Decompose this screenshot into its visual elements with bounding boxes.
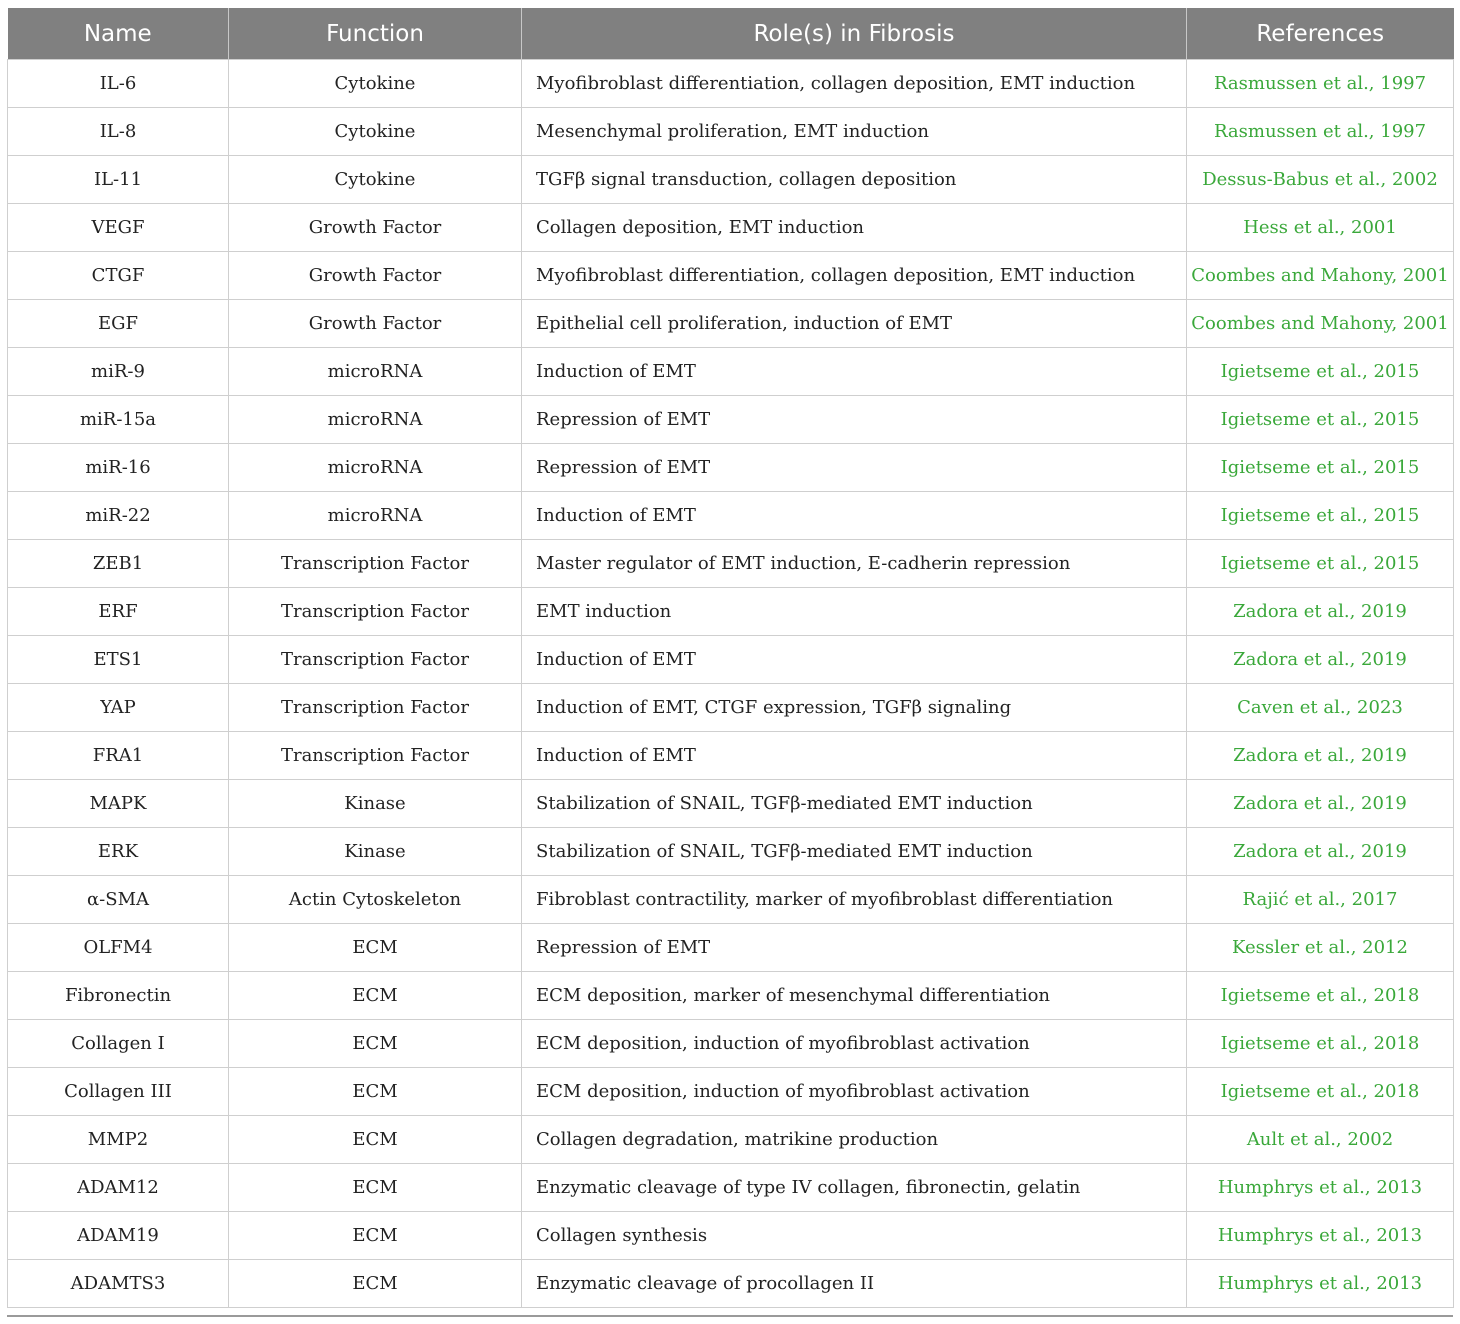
cell-name: CTGF <box>8 252 229 300</box>
table-row <box>8 732 1454 780</box>
cell-reference[interactable]: Hess et al., 2001 <box>1187 204 1454 252</box>
table-body <box>8 60 1454 1308</box>
cell-name: miR-9 <box>8 348 229 396</box>
cell-reference[interactable]: Coombes and Mahony, 2001 <box>1187 300 1454 348</box>
cell-name: ERK <box>8 828 229 876</box>
cell-reference[interactable]: Igietseme et al., 2015 <box>1187 396 1454 444</box>
cell-reference[interactable]: Rajić et al., 2017 <box>1187 876 1454 924</box>
cell-function: Growth Factor <box>229 300 522 348</box>
table-row <box>8 60 1454 108</box>
cell-name: Fibronectin <box>8 972 229 1020</box>
table-row <box>8 1020 1454 1068</box>
cell-name: ZEB1 <box>8 540 229 588</box>
cell-function: microRNA <box>229 348 522 396</box>
cell-function: microRNA <box>229 444 522 492</box>
table-row <box>8 972 1454 1020</box>
cell-role: Repression of EMT <box>522 924 1187 972</box>
cell-function: Transcription Factor <box>229 540 522 588</box>
cell-function: ECM <box>229 1260 522 1308</box>
cell-role: Stabilization of SNAIL, TGFβ-mediated EMT induction <box>522 780 1187 828</box>
table-row <box>8 108 1454 156</box>
cell-role: Fibroblast contractility, marker of myofibroblast differentiation <box>522 876 1187 924</box>
table-row <box>8 1212 1454 1260</box>
table-row <box>8 1260 1454 1308</box>
cell-reference[interactable]: Coombes and Mahony, 2001 <box>1187 252 1454 300</box>
cell-name: ERF <box>8 588 229 636</box>
cell-reference[interactable]: Zadora et al., 2019 <box>1187 828 1454 876</box>
cell-reference[interactable]: Igietseme et al., 2015 <box>1187 348 1454 396</box>
cell-name: OLFM4 <box>8 924 229 972</box>
cell-function: Transcription Factor <box>229 588 522 636</box>
header-function: Function <box>229 8 522 60</box>
cell-reference[interactable]: Igietseme et al., 2018 <box>1187 1020 1454 1068</box>
cell-function: ECM <box>229 1116 522 1164</box>
cell-reference[interactable]: Humphrys et al., 2013 <box>1187 1260 1454 1308</box>
table-row <box>8 300 1454 348</box>
cell-role: Enzymatic cleavage of procollagen II <box>522 1260 1187 1308</box>
cell-function: Transcription Factor <box>229 684 522 732</box>
cell-role: EMT induction <box>522 588 1187 636</box>
table-row <box>8 780 1454 828</box>
cell-function: ECM <box>229 1212 522 1260</box>
cell-reference[interactable]: Zadora et al., 2019 <box>1187 780 1454 828</box>
table-row <box>8 204 1454 252</box>
table-header <box>8 8 1454 60</box>
cell-reference[interactable]: Caven et al., 2023 <box>1187 684 1454 732</box>
cell-role: Mesenchymal proliferation, EMT induction <box>522 108 1187 156</box>
cell-function: Cytokine <box>229 156 522 204</box>
cell-name: miR-15a <box>8 396 229 444</box>
cell-reference[interactable]: Dessus-Babus et al., 2002 <box>1187 156 1454 204</box>
cell-name: VEGF <box>8 204 229 252</box>
header-role: Role(s) in Fibrosis <box>522 8 1187 60</box>
table-row <box>8 444 1454 492</box>
table-row <box>8 348 1454 396</box>
header-references: References <box>1187 8 1454 60</box>
cell-function: ECM <box>229 924 522 972</box>
cell-function: Cytokine <box>229 108 522 156</box>
cell-role: Myofibroblast differentiation, collagen deposition, EMT induction <box>522 60 1187 108</box>
cell-function: Kinase <box>229 780 522 828</box>
cell-role: Collagen synthesis <box>522 1212 1187 1260</box>
table-row <box>8 492 1454 540</box>
fibrosis-table-container <box>7 8 1453 1308</box>
cell-reference[interactable]: Igietseme et al., 2015 <box>1187 540 1454 588</box>
cell-name: ADAM19 <box>8 1212 229 1260</box>
cell-role: Master regulator of EMT induction, E-cadherin repression <box>522 540 1187 588</box>
cell-reference[interactable]: Rasmussen et al., 1997 <box>1187 60 1454 108</box>
cell-name: MMP2 <box>8 1116 229 1164</box>
cell-name: Collagen III <box>8 1068 229 1116</box>
cell-function: Transcription Factor <box>229 732 522 780</box>
table-row <box>8 1116 1454 1164</box>
table-row <box>8 924 1454 972</box>
cell-name: IL-6 <box>8 60 229 108</box>
cell-role: Epithelial cell proliferation, induction of EMT <box>522 300 1187 348</box>
cell-role: ECM deposition, marker of mesenchymal differentiation <box>522 972 1187 1020</box>
cell-role: Induction of EMT, CTGF expression, TGFβ signaling <box>522 684 1187 732</box>
cell-reference[interactable]: Igietseme et al., 2015 <box>1187 492 1454 540</box>
header-name: Name <box>8 8 229 60</box>
table-row <box>8 396 1454 444</box>
cell-reference[interactable]: Humphrys et al., 2013 <box>1187 1164 1454 1212</box>
cell-role: TGFβ signal transduction, collagen deposition <box>522 156 1187 204</box>
cell-role: Induction of EMT <box>522 732 1187 780</box>
table-bottom-rule <box>7 1315 1453 1317</box>
header-row <box>8 8 1454 60</box>
cell-name: Collagen I <box>8 1020 229 1068</box>
cell-function: Kinase <box>229 828 522 876</box>
table-row <box>8 252 1454 300</box>
cell-name: ADAMTS3 <box>8 1260 229 1308</box>
cell-name: ADAM12 <box>8 1164 229 1212</box>
cell-function: Growth Factor <box>229 252 522 300</box>
cell-reference[interactable]: Ault et al., 2002 <box>1187 1116 1454 1164</box>
cell-name: IL-11 <box>8 156 229 204</box>
cell-role: ECM deposition, induction of myofibroblast activation <box>522 1020 1187 1068</box>
table-row <box>8 636 1454 684</box>
table-row <box>8 540 1454 588</box>
cell-function: ECM <box>229 972 522 1020</box>
cell-role: Stabilization of SNAIL, TGFβ-mediated EMT induction <box>522 828 1187 876</box>
table-row <box>8 876 1454 924</box>
cell-reference[interactable]: Kessler et al., 2012 <box>1187 924 1454 972</box>
table-row <box>8 1068 1454 1116</box>
cell-name: EGF <box>8 300 229 348</box>
cell-role: Collagen deposition, EMT induction <box>522 204 1187 252</box>
cell-function: Cytokine <box>229 60 522 108</box>
cell-function: microRNA <box>229 492 522 540</box>
cell-role: Induction of EMT <box>522 348 1187 396</box>
cell-reference[interactable]: Igietseme et al., 2018 <box>1187 972 1454 1020</box>
cell-function: ECM <box>229 1020 522 1068</box>
cell-role: Collagen degradation, matrikine production <box>522 1116 1187 1164</box>
cell-name: miR-22 <box>8 492 229 540</box>
cell-function: Growth Factor <box>229 204 522 252</box>
cell-reference[interactable]: Igietseme et al., 2018 <box>1187 1068 1454 1116</box>
fibrosis-factors-table <box>7 8 1454 1308</box>
cell-reference[interactable]: Igietseme et al., 2015 <box>1187 444 1454 492</box>
cell-reference[interactable]: Zadora et al., 2019 <box>1187 588 1454 636</box>
table-row <box>8 588 1454 636</box>
cell-function: Actin Cytoskeleton <box>229 876 522 924</box>
cell-reference[interactable]: Humphrys et al., 2013 <box>1187 1212 1454 1260</box>
cell-role: Repression of EMT <box>522 444 1187 492</box>
cell-function: ECM <box>229 1164 522 1212</box>
cell-role: ECM deposition, induction of myofibroblast activation <box>522 1068 1187 1116</box>
table-row <box>8 828 1454 876</box>
cell-function: ECM <box>229 1068 522 1116</box>
cell-function: microRNA <box>229 396 522 444</box>
cell-name: α-SMA <box>8 876 229 924</box>
cell-name: FRA1 <box>8 732 229 780</box>
table-row <box>8 1164 1454 1212</box>
cell-role: Myofibroblast differentiation, collagen deposition, EMT induction <box>522 252 1187 300</box>
cell-name: ETS1 <box>8 636 229 684</box>
cell-name: IL-8 <box>8 108 229 156</box>
cell-role: Induction of EMT <box>522 492 1187 540</box>
cell-reference[interactable]: Rasmussen et al., 1997 <box>1187 108 1454 156</box>
cell-role: Repression of EMT <box>522 396 1187 444</box>
cell-name: MAPK <box>8 780 229 828</box>
cell-role: Enzymatic cleavage of type IV collagen, fibronectin, gelatin <box>522 1164 1187 1212</box>
cell-reference[interactable]: Zadora et al., 2019 <box>1187 636 1454 684</box>
table-row <box>8 684 1454 732</box>
cell-reference[interactable]: Zadora et al., 2019 <box>1187 732 1454 780</box>
table-row <box>8 156 1454 204</box>
cell-name: YAP <box>8 684 229 732</box>
cell-name: miR-16 <box>8 444 229 492</box>
cell-function: Transcription Factor <box>229 636 522 684</box>
cell-role: Induction of EMT <box>522 636 1187 684</box>
